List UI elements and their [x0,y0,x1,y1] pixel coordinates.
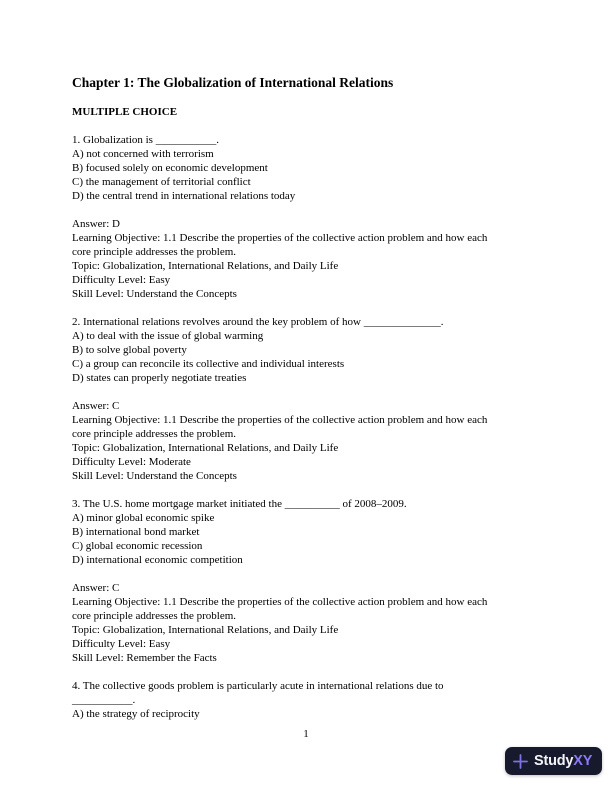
brand-name-primary: Study [534,753,574,769]
option-a: A) not concerned with terrorism [72,148,214,160]
learning-objective-line-1: Learning Objective: 1.1 Describe the properties of the collective action problem and how each [72,232,488,244]
question-4-block [72,679,542,721]
topic-line: Topic: Globalization, International Relations, and Daily Life [72,624,339,636]
learning-objective-line-1: Learning Objective: 1.1 Describe the properties of the collective action problem and how each [72,414,488,426]
question-2-answer-block [72,399,542,483]
question-3-block [72,497,542,567]
option-c: C) the management of territorial conflict [72,176,251,188]
brand-name-accent: XY [573,753,593,769]
option-d: D) the central trend in international relations today [72,190,296,202]
topic-line: Topic: Globalization, International Relations, and Daily Life [72,442,339,454]
answer-line: Answer: C [72,400,120,412]
option-b: B) focused solely on economic development [72,162,268,174]
difficulty-line: Difficulty Level: Moderate [72,456,191,468]
topic-line: Topic: Globalization, International Relations, and Daily Life [72,260,339,272]
section-heading: MULTIPLE CHOICE [72,106,178,118]
option-b: B) to solve global poverty [72,344,187,356]
answer-line: Answer: D [72,218,120,230]
option-a: A) minor global economic spike [72,512,215,524]
question-stem-line-1: 4. The collective goods problem is particularly acute in international relations due to [72,680,444,692]
difficulty-line: Difficulty Level: Easy [72,638,171,650]
option-d: D) international economic competition [72,554,243,566]
learning-objective-line-1: Learning Objective: 1.1 Describe the properties of the collective action problem and how each [72,596,488,608]
option-a: A) the strategy of reciprocity [72,708,200,720]
answer-line: Answer: C [72,582,120,594]
option-a: A) to deal with the issue of global warming [72,330,264,342]
plus-icon [513,754,528,769]
skill-line: Skill Level: Remember the Facts [72,652,217,664]
question-stem: 3. The U.S. home mortgage market initiated the __________ of 2008–2009. [72,498,407,510]
learning-objective-line-2: core principle addresses the problem. [72,428,237,440]
question-1-block [72,133,542,203]
document-page [72,75,542,721]
page-number: 1 [303,728,309,740]
question-3-answer-block [72,581,542,665]
option-c: C) global economic recession [72,540,203,552]
skill-line: Skill Level: Understand the Concepts [72,470,237,482]
question-1-answer-block [72,217,542,301]
learning-objective-line-2: core principle addresses the problem. [72,610,237,622]
question-stem-line-2: ___________. [72,694,136,706]
learning-objective-line-2: core principle addresses the problem. [72,246,237,258]
question-stem: 1. Globalization is ___________. [72,134,219,146]
studyxy-watermark-badge [505,747,602,775]
option-d: D) states can properly negotiate treaties [72,372,247,384]
question-stem: 2. International relations revolves around the key problem of how ______________. [72,316,444,328]
brand-wordmark [534,753,592,769]
option-c: C) a group can reconcile its collective and individual interests [72,358,345,370]
question-2-block [72,315,542,385]
difficulty-line: Difficulty Level: Easy [72,274,171,286]
option-b: B) international bond market [72,526,200,538]
page-title: Chapter 1: The Globalization of International Relations [72,75,394,90]
skill-line: Skill Level: Understand the Concepts [72,288,237,300]
